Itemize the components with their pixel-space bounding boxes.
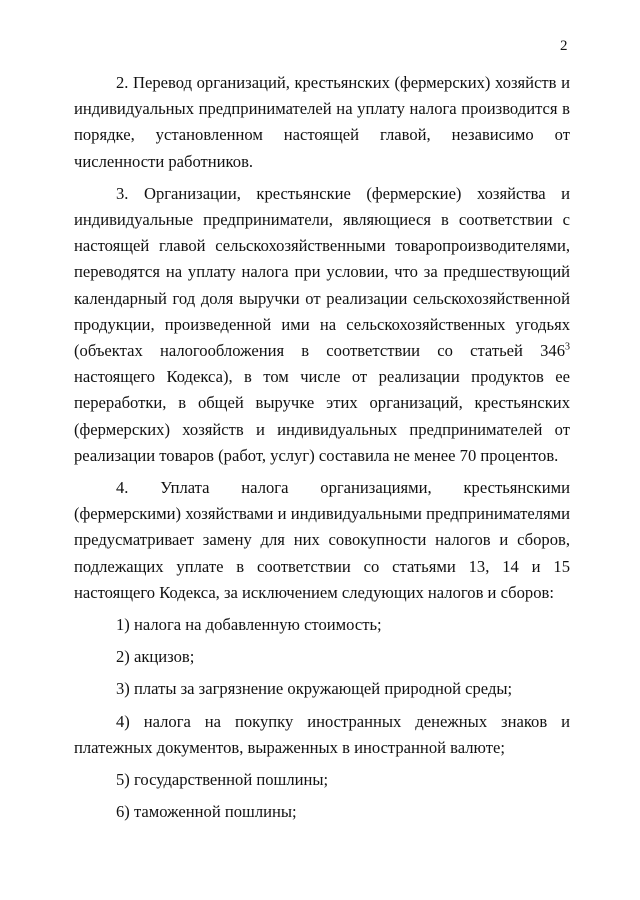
article-superscript: 3 (565, 341, 570, 353)
paragraph-2: 2. Перевод организаций, крестьянских (фермерских) хозяйств и индивидуальных предпринимателей на уплату налога производится в порядке, установленном настоящей главой, независимо от численности работников. (74, 73, 570, 171)
list-item: 4) налога на покупку иностранных денежных знаков и платежных документов, выраженных в иностранной валюте; (74, 711, 570, 757)
list-item: 5) государственной пошлины; (116, 770, 329, 790)
paragraph-3 (74, 181, 570, 469)
list-item: 2) акцизов; (116, 647, 195, 667)
list-item: 3) платы за загрязнение окружающей природной среды; (116, 679, 513, 699)
page-number: 2 (560, 38, 568, 54)
document-body (74, 70, 570, 831)
paragraph-3-part-a: 3. Организации, крестьянские (фермерские) хозяйства и индивидуальные предприниматели, являющиеся в соответствии с настоящей главой сельскохозяйственными товаропроизводителями, переводятся на уплату налога при условии, что за предшествующий календарный год доля выручки от реализации сельскохозяйственной продукции, произведенной ими на сельскохозяйственных угодьях (объектах налогообложения в соответствии со статьей 346 (74, 183, 570, 361)
list-item: 1) налога на добавленную стоимость; (116, 615, 382, 635)
paragraph-4: 4. Уплата налога организациями, крестьянскими (фермерскими) хозяйствами и индивидуальными предпринимателями предусматривает замену для них совокупности налогов и сборов, подлежащих уплате в соответствии со статьями 13, 14 и 15 настоящего Кодекса, за исключением следующих налогов и сборов: (74, 478, 570, 602)
paragraph-3-part-b: настоящего Кодекса), в том числе от реализации продуктов ее переработки, в общей выручке этих организаций, крестьянских (фермерских) хозяйств и индивидуальных предпринимателей от реализации товаров (работ, услуг) составила не менее 70 процентов. (74, 367, 570, 465)
list-item: 6) таможенной пошлины; (116, 802, 297, 822)
